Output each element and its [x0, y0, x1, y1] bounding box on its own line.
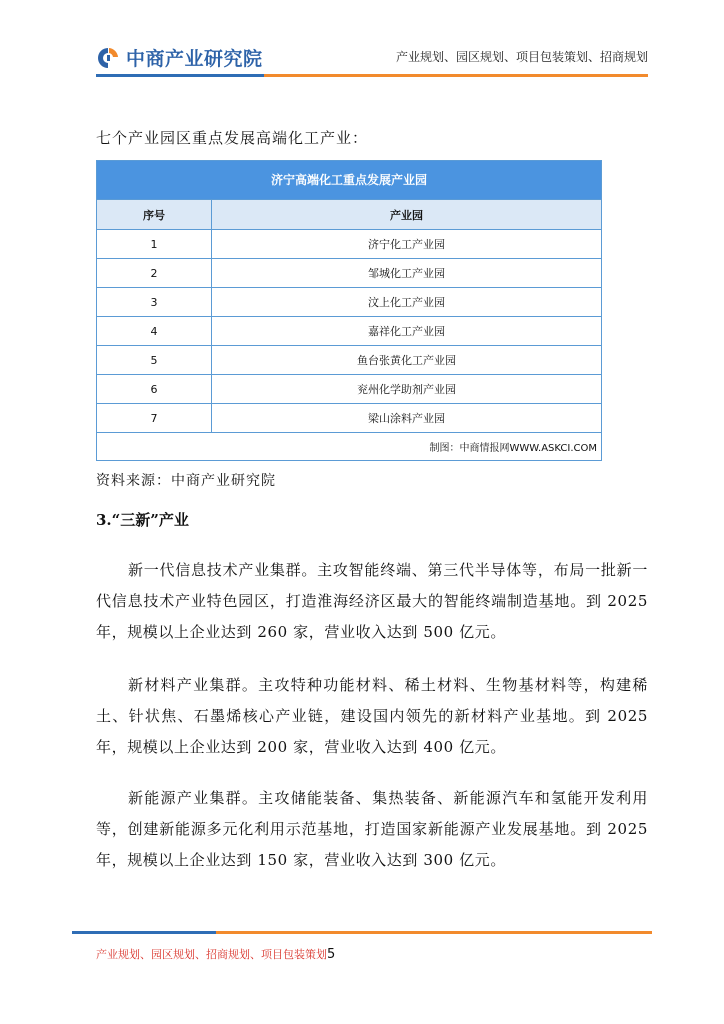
table-row — [97, 345, 601, 374]
footer-tagline: 产业规划、园区规划、招商规划、项目包装策划 — [96, 948, 327, 961]
page-footer — [96, 946, 335, 962]
row-no: 5 — [97, 346, 212, 374]
table-row — [97, 316, 601, 345]
section-heading: 3.“三新”产业 — [96, 511, 189, 529]
header-divider-orange — [264, 74, 648, 77]
row-park: 嘉祥化工产业园 — [368, 325, 445, 338]
page-number: 5 — [327, 947, 336, 962]
row-park: 梁山涂料产业园 — [368, 412, 445, 425]
page-header — [0, 0, 724, 90]
row-park: 兖州化学助剂产业园 — [357, 383, 456, 396]
row-no: 6 — [97, 375, 212, 403]
row-park: 鱼台张黄化工产业园 — [357, 354, 456, 367]
header-tagline: 产业规划、园区规划、项目包装策划、招商规划 — [395, 50, 648, 64]
table-row — [97, 287, 601, 316]
table-row — [97, 229, 601, 258]
header-cell-no: 序号 — [97, 200, 212, 229]
row-no: 3 — [97, 288, 212, 316]
table-row — [97, 258, 601, 287]
logo — [96, 44, 263, 71]
intro-text: 七个产业园区重点发展高端化工产业： — [96, 129, 369, 147]
row-park: 济宁化工产业园 — [368, 238, 445, 251]
paragraph-materials-cluster: 新材料产业集群。主攻特种功能材料、稀土材料、生物基材料等，构建稀土、针状焦、石墨烯核心产业链，建设国内领先的新材料产业基地。到 2025 年，规模以上企业达到 200 家，营业收入达到 400 亿元。 — [96, 676, 648, 756]
logo-icon — [96, 46, 120, 70]
paragraph-energy-cluster: 新能源产业集群。主攻储能装备、集热装备、新能源汽车和氢能开发利用等，创建新能源多元化利用示范基地，打造国家新能源产业发展基地。到 2025 年，规模以上企业达到 150 家，营业收入达到 300 亿元。 — [96, 789, 648, 869]
table-row — [97, 374, 601, 403]
source-note: 资料来源：中商产业研究院 — [96, 473, 276, 489]
header-cell-park: 产业园 — [390, 208, 423, 222]
row-park: 汶上化工产业园 — [368, 296, 445, 309]
row-no: 7 — [97, 404, 212, 432]
industrial-park-table — [96, 160, 602, 461]
row-no: 2 — [97, 259, 212, 287]
header-divider-blue — [96, 74, 264, 77]
row-park: 邹城化工产业园 — [368, 267, 445, 280]
table-title: 济宁高端化工重点发展产业园 — [97, 161, 601, 199]
logo-text: 中商产业研究院 — [126, 48, 263, 70]
table-row — [97, 403, 601, 432]
footer-divider-blue — [72, 931, 216, 934]
table-header-row — [97, 199, 601, 229]
row-no: 1 — [97, 230, 212, 258]
paragraph-it-cluster: 新一代信息技术产业集群。主攻智能终端、第三代半导体等，布局一批新一代信息技术产业特色园区，打造淮海经济区最大的智能终端制造基地。到 2025 年，规模以上企业达到 260 家，营业收入达到 500 亿元。 — [96, 561, 648, 641]
row-no: 4 — [97, 317, 212, 345]
table-credit: 制图：中商情报网WWW.ASKCI.COM — [97, 432, 601, 460]
footer-divider-orange — [216, 931, 652, 934]
